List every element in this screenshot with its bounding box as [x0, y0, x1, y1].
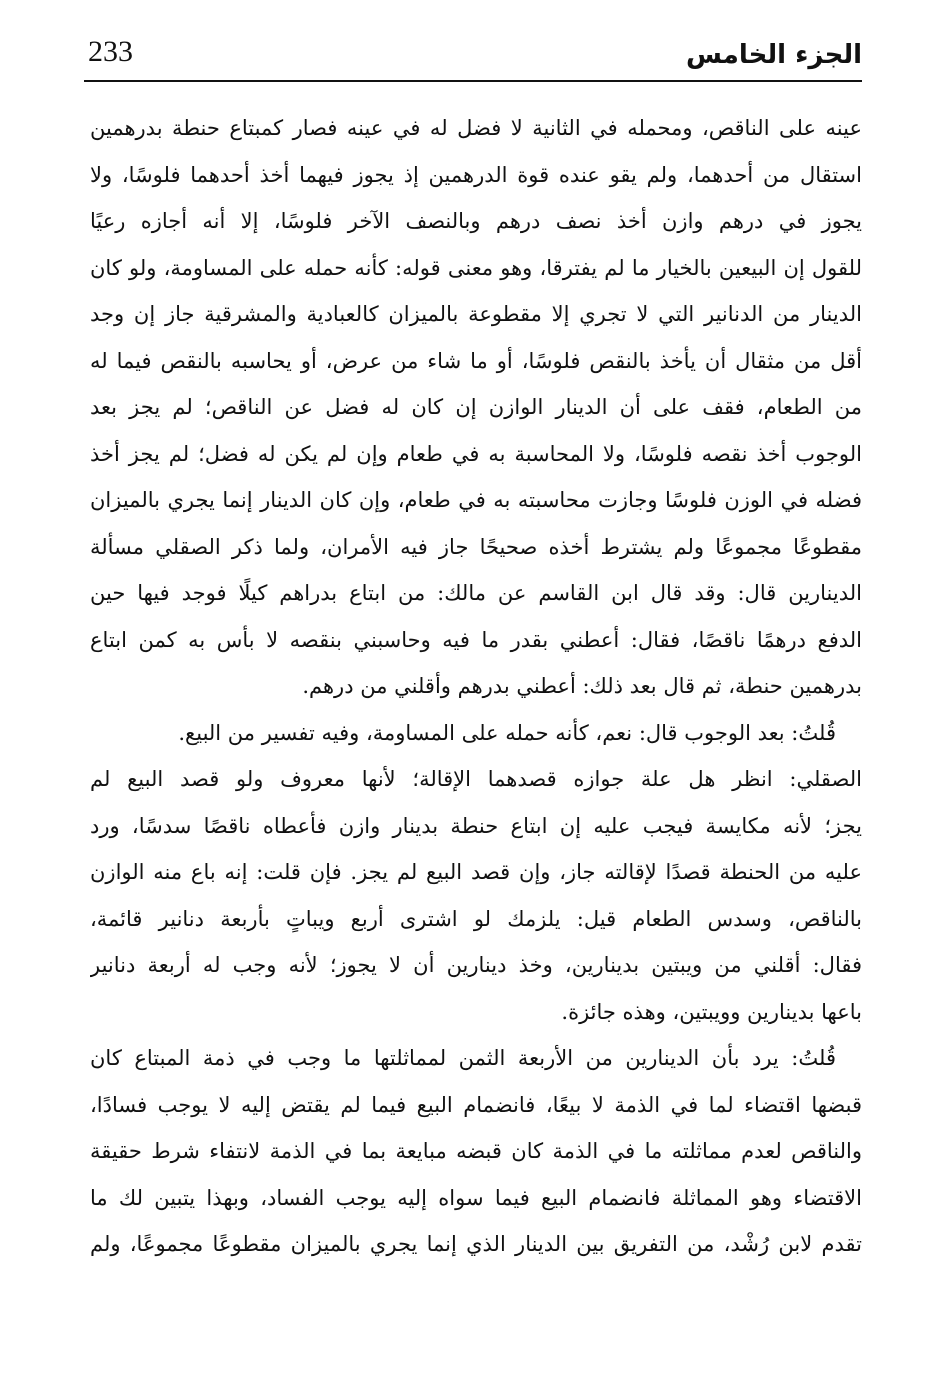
text-line: بالناقص، وسدس الطعام قيل: يلزمك لو اشترى أربع ويباتٍ بأربعة دنانير قائمة،: [90, 906, 862, 931]
text-line: فقال: أقلني من ويبتين بدينارين، وخذ دينارين أن لا يجوز؛ لأنه وجب له أربعة دنانير: [90, 953, 862, 977]
text-line: تقدم لابن رُشْد، من التفريق بين الدينار الذي إنما يجري بالميزان مقطوعًا مجموعًا، ولم: [90, 1232, 862, 1256]
running-title: الجزء الخامس: [686, 40, 862, 70]
text-line: عليه من الحنطة قصدًا لإقالته جاز، وإن قصد البيع لم يجز. فإن قلت: إنه باع منه الوازن: [90, 860, 862, 884]
text-line: الصقلي: انظر هل علة جوازه قصدهما الإقالة؛ لأنها معروف ولو قصد البيع لم: [90, 767, 862, 791]
text-line: مقطوعًا مجموعًا ولم يشترط أخذه صحيحًا جاز فيه الأمران، ولما ذكر الصقلي مسألة: [90, 534, 862, 559]
text-line: قُلتُ: بعد الوجوب قال: نعم، كأنه حمله على المساومة، وفيه تفسير من البيع.: [178, 720, 836, 745]
text-line: للقول إن البيعين بالخيار ما لم يفترقا، وهو معنى قوله: كأنه حمله على المساومة، ولو كان: [90, 255, 862, 280]
page-number: 233: [88, 35, 133, 68]
text-line: الدفع درهمًا ناقصًا، فقال: أعطني بقدر ما فيه وحاسبني بنقصه لا بأس به كمن ابتاع: [90, 627, 862, 652]
header-divider: [84, 80, 862, 82]
text-line: والناقص لعدم مماثلته ما في الذمة كان قبضه مبايعة بما في الذمة لانتفاء شرط حقيقة: [90, 1139, 862, 1163]
text-line: فضله في الوزن فلوسًا وجازت محاسبته به في طعام، وإن كان الدينار إنما يجري بالميزان: [90, 488, 862, 512]
text-line: بدرهمين حنطة، ثم قال بعد ذلك: أعطني بدرهم وأقلني من درهم.: [302, 674, 862, 698]
text-line: استقال من أحدهما، ولم يقو عنده قوة الدرهمين إذ يجوز فيهما أخذ أحدهما فلوسًا، ولا: [90, 162, 862, 187]
text-line: أقل من مثقال أن يأخذ بالنقص فلوسًا، أو ما شاء من عرض، أو يحاسبه بالنقص فيما له: [90, 348, 862, 373]
text-line: الدينارين قال: وقد قال ابن القاسم عن مالك: من ابتاع بدراهم كيلًا فوجد فيها حين: [90, 581, 862, 605]
text-line: يجز؛ لأنه مكايسة فيجب عليه إن ابتاع حنطة بدينار وازن فأعطاه ناقصًا سدسًا، ورد: [90, 813, 862, 838]
text-line: عينه على الناقص، ومحمله في الثانية لا فضل له في عينه فصار كمبتاع حنطة بدرهمين: [90, 116, 862, 140]
body-text: [90, 105, 862, 1268]
page-header: [84, 28, 862, 84]
text-line: الاقتضاء وهو المماثلة فانضمام البيع فيما سواه إليه يوجب الفساد، وبهذا يتبين لك ما: [90, 1185, 862, 1210]
text-line: قبضها اقتضاء لما في الذمة لا بيعًا، فانضمام البيع فيما لم يقتض إليه لا يوجب فسادًا،: [90, 1092, 862, 1117]
text-line: قُلتُ: يرد بأن الدينارين من الأربعة الثمن لمماثلتها ما وجب في ذمة المبتاع كان: [90, 1046, 836, 1070]
text-line: الوجوب أخذ نقصه فلوسًا، ولا المحاسبة به في طعام وإن لم يكن له فضل؛ لم يجز أخذ: [90, 441, 862, 466]
text-line: باعها بدينارين وويبتين، وهذه جائزة.: [561, 999, 862, 1024]
text-line: من الطعام، فقف على أن الدينار الوازن إن كان له فضل عن الناقص؛ لم يجز بعد: [90, 395, 862, 419]
text-line: يجوز في درهم وازن أخذ نصف درهم وبالنصف الآخر فلوسًا، إلا أنه أجازه رعيًا: [90, 209, 862, 233]
text-line: الدينار من الدنانير التي لا تجري إلا مقطوعة بالميزان كالعبادية والمشرقية جاز إن وجد: [90, 302, 862, 326]
